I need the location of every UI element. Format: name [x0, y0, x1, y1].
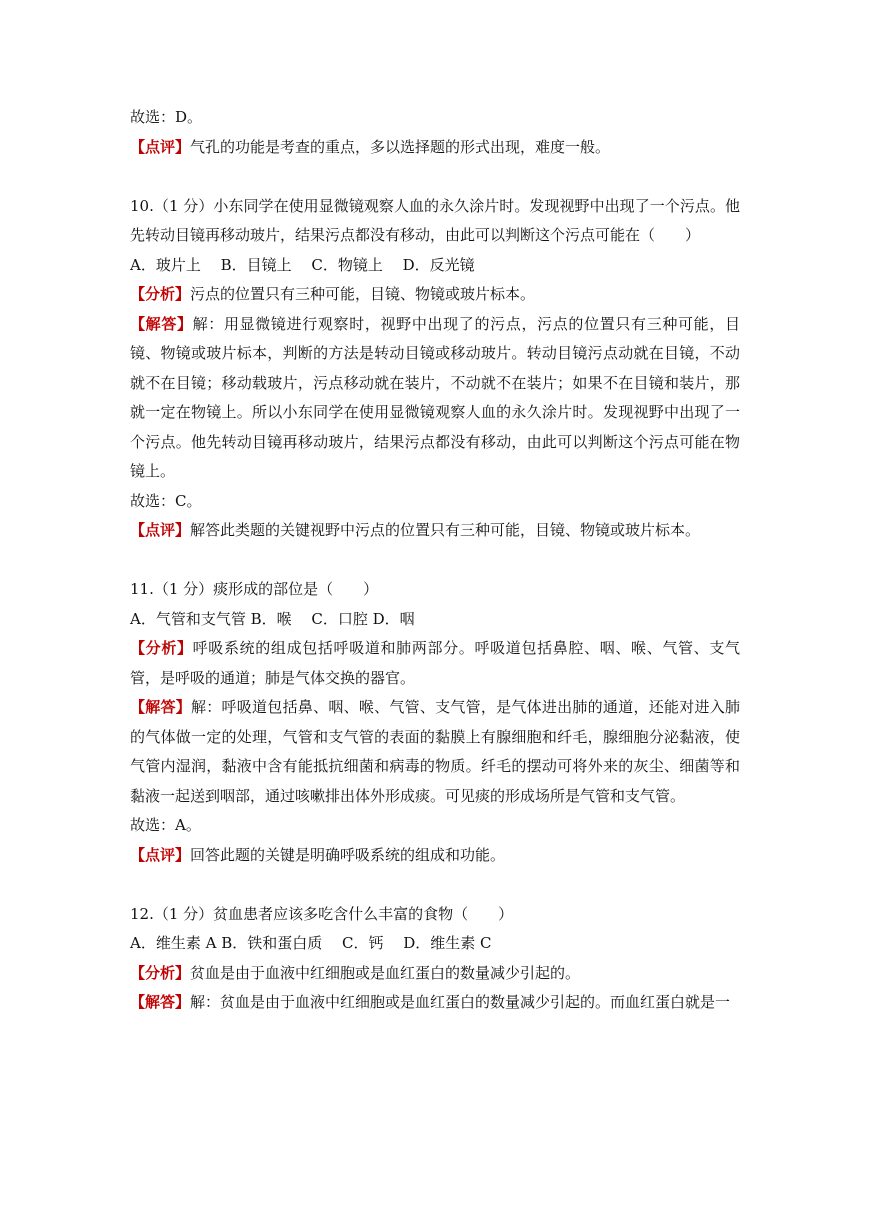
q11-stem: 11.（1 分）痰形成的部位是（ ） — [130, 580, 379, 598]
q12-analysis — [130, 959, 740, 989]
q9-review — [130, 133, 740, 163]
q10-analysis — [130, 280, 740, 310]
section-tag: 【分析】 — [130, 963, 191, 982]
q9-choice: 故选：D。 — [130, 108, 203, 126]
section-text: 解：贫血是由于血液中红细胞或是血红蛋白的数量减少引起的。而血红蛋白就是一 — [190, 993, 731, 1011]
section-text: 解：呼吸道包括鼻、咽、喉、气管、支气管，是气体进出肺的通道，还能对进入肺的气体做一定的处理，气管和支气管的表面的黏膜上有腺细胞和纤毛，腺细胞分泌黏液，使气管内湿润，黏液中含有能抵抗细菌和病毒的物质。纤毛的摆动可将外来的灰尘、细菌等和黏液一起送到咽部，通过咳嗽排出体外形成痰。可见痰的形成场所是气管和支气管。 — [130, 698, 740, 805]
section-text: 解答此类题的关键视野中污点的位置只有三种可能，目镜、物镜或玻片标本。 — [190, 521, 701, 539]
q12-stem: 12.（1 分）贫血患者应该多吃含什么丰富的食物（ ） — [130, 904, 514, 923]
spacer — [130, 162, 740, 192]
spacer — [130, 546, 740, 576]
section-text: 呼吸系统的组成包括呼吸道和肺两部分。呼吸道包括鼻腔、咽、喉、气管、支气管，是呼吸的通道；肺是气体交换的器官。 — [130, 639, 740, 687]
q10-choice: 故选：C。 — [130, 491, 202, 510]
q10-options: A．玻片上 B．目镜上 C．物镜上 D．反光镜 — [130, 255, 475, 274]
section-tag: 【点评】 — [130, 137, 191, 156]
q11-options: A．气管和支气管 B．喉 C．口腔 D．咽 — [130, 609, 415, 628]
section-text: 贫血是由于血液中红细胞或是血红蛋白的数量减少引起的。 — [190, 963, 581, 982]
section-text: 污点的位置只有三种可能，目镜、物镜或玻片标本。 — [190, 285, 536, 303]
section-tag: 【分析】 — [130, 639, 193, 657]
section-tag: 【分析】 — [130, 285, 191, 303]
q10-review — [130, 516, 740, 546]
q11-analysis — [130, 634, 740, 693]
q12-answer — [130, 988, 740, 1018]
q10-stem: 10.（1 分）小东同学在使用显微镜观察人血的永久涂片时。发现视野中出现了一个污点。他先转动目镜再移动玻片，结果污点都没有移动，由此可以判断这个污点可能在（ ） — [130, 196, 740, 244]
section-text: 气孔的功能是考查的重点，多以选择题的形式出现，难度一般。 — [190, 137, 611, 156]
section-tag: 【点评】 — [130, 845, 191, 864]
section-text: 回答此题的关键是明确呼吸系统的组成和功能。 — [190, 845, 506, 864]
q12-options: A．维生素 A B．铁和蛋白质 C．钙 D．维生素 C — [130, 934, 492, 952]
section-text: 解：用显微镜进行观察时，视野中出现了的污点，污点的位置只有三种可能，目镜、物镜或玻片标本，判断的方法是转动目镜或移动玻片。转动目镜污点动就在目镜，不动就不在目镜；移动载玻片，污点移动就在装片，不动就不在装片；如果不在目镜和装片，那就一定在物镜上。所以小东同学在使用显微镜观察人血的永久涂片时。发现视野中出现了一个污点。他先转动目镜再移动玻片，结果污点都没有移动，由此可以判断这个污点可能在物镜上。 — [130, 314, 740, 480]
q10-answer — [130, 310, 740, 487]
q11-review — [130, 841, 740, 871]
section-tag: 【解答】 — [130, 993, 191, 1011]
section-tag: 【点评】 — [130, 521, 191, 539]
q11-answer — [130, 693, 740, 811]
document-page — [130, 103, 740, 1018]
q11-choice: 故选：A。 — [130, 816, 201, 834]
section-tag: 【解答】 — [130, 698, 192, 716]
section-tag: 【解答】 — [130, 314, 193, 333]
spacer — [130, 870, 740, 900]
